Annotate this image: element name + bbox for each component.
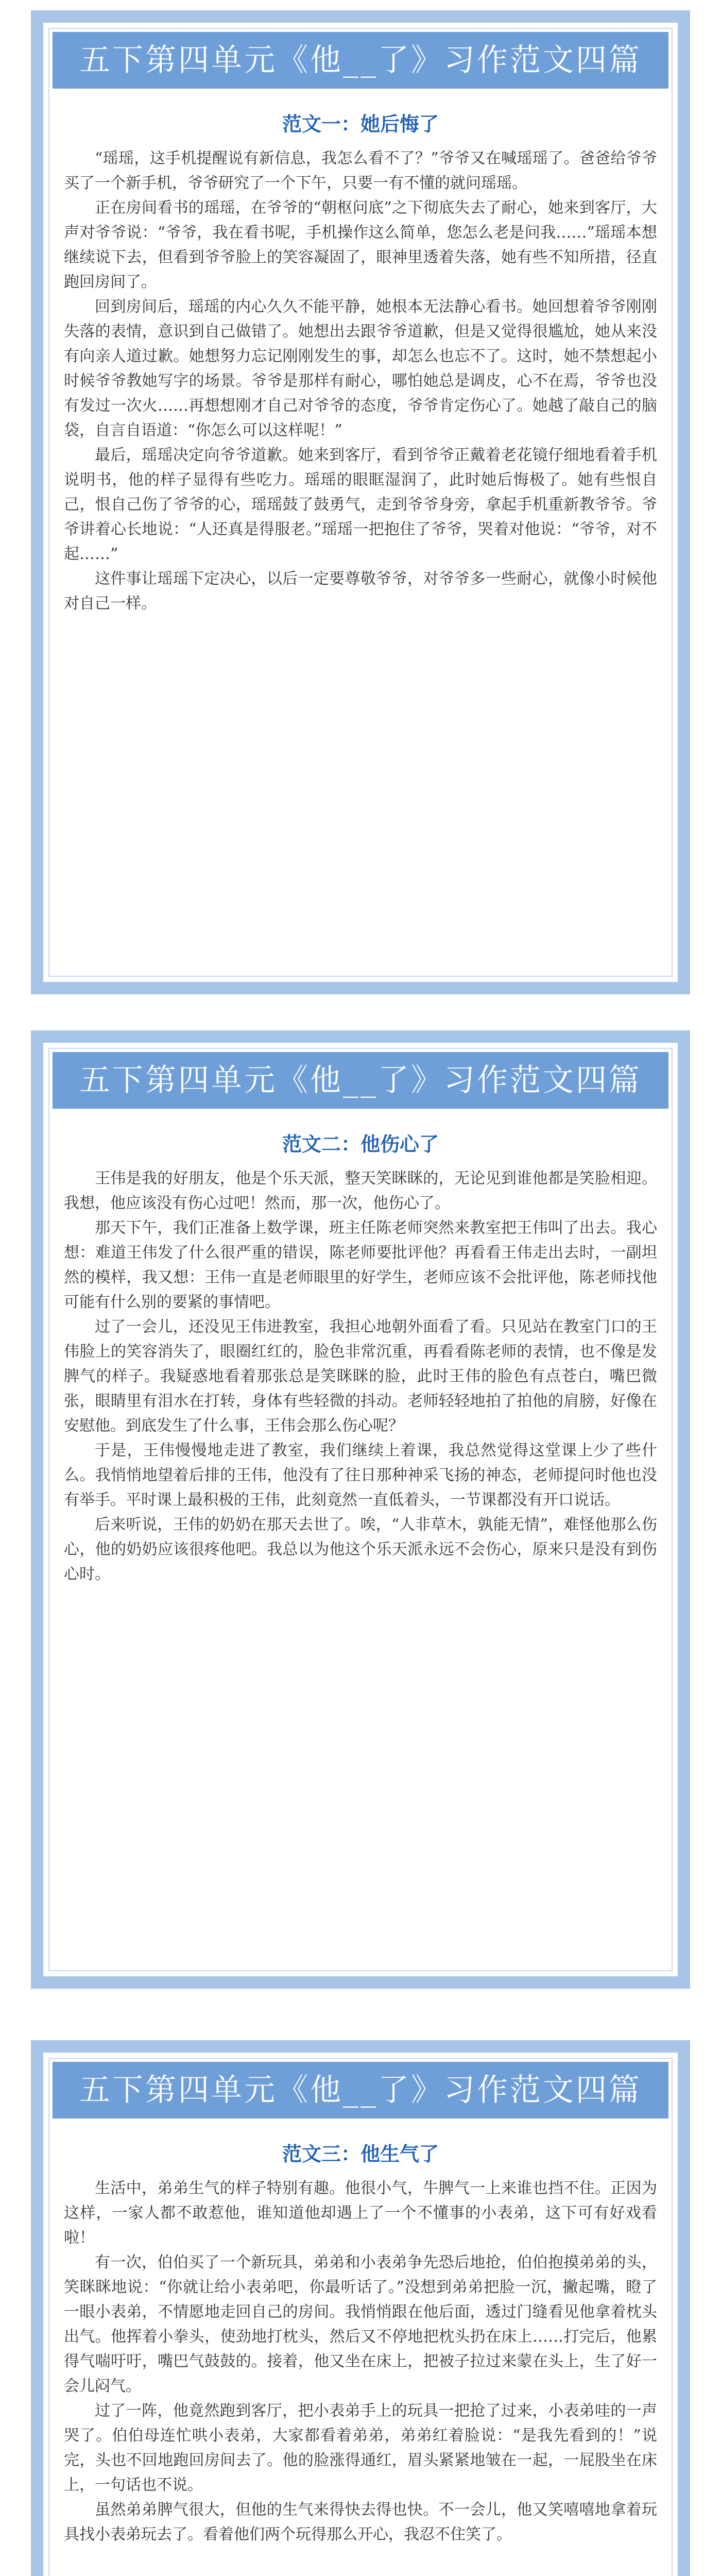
- essay-paragraph: 生活中，弟弟生气的样子特别有趣。他很小气，牛脾气一上来谁也挡不住。正因为这样，一家人都不敢惹他，谁知道他却遇上了一个不懂事的小表弟，这下可有好戏看啦！: [64, 2179, 657, 2247]
- essay-body: [64, 146, 657, 616]
- essay-card-1: [31, 10, 690, 994]
- essay-paragraph: 回到房间后，瑶瑶的内心久久不能平静，她根本无法静心看书。她回想着爷爷刚刚失落的表情，意识到自己做错了。她想出去跟爷爷道歉，但是又觉得很尴尬，她从来没有向亲人道过歉。她想努力忘记刚刚发生的事，却怎么也忘不了。这时，她不禁想起小时候爷爷教她写字的场景。爷爷是那样有耐心，哪怕她总是调皮，心不在焉，爷爷也没有发过一次火……再想想刚才自己对爷爷的态度，爷爷肯定伤心了。她越了敲自己的脑袋，自言自语道：“你怎么可以这样呢！”: [64, 298, 657, 439]
- essay-paragraph: 王伟是我的好朋友，他是个乐天派，整天笑眯眯的，无论见到谁他都是笑脸相迎。我想，他应该没有伤心过吧！然而，那一次，他伤心了。: [64, 1170, 657, 1212]
- essay-heading: 范文一：她后悔了: [282, 113, 439, 135]
- essay-paragraph: 有一次，伯伯买了一个新玩具，弟弟和小表弟争先恐后地抢，伯伯抱摸弟弟的头，笑眯眯地说：“你就让给小表弟吧，你最听话了。”没想到弟弟把脸一沉，撇起嘴，瞪了一眼小表弟，不情愿地走回自己的房间。我悄悄跟在他后面，透过门缝看见他拿着枕头出气。他挥着小拳头，使劲地打枕头，然后又不停地把枕头扔在床上……打完后，他累得气喘吁吁，嘴巴气鼓鼓的。接着，他又坐在床上，把被子拉过来蒙在头上，生了好一会儿闷气。: [64, 2253, 657, 2395]
- essay-paragraph: “瑶瑶，这手机提醒说有新信息，我怎么看不了？”爷爷又在喊瑶瑶了。爸爸给爷爷买了一个新手机，爷爷研究了一个下午，只要一有不懂的就问瑶瑶。: [64, 149, 657, 192]
- essay-paragraph: 后来听说，王伟的奶奶在那天去世了。唉，“人非草木，孰能无情”，难怪他那么伤心，他的奶奶应该很疼他吧。我总以为他这个乐天派永远不会伤心，原来只是没有到伤心时。: [64, 1516, 657, 1583]
- essay-body: [64, 1166, 657, 1587]
- essay-paragraph: 虽然弟弟脾气很大，但他的生气来得快去得也快。不一会儿，他又笑嘻嘻地拿着玩具找小表弟玩去了。看着他们两个玩得那么开心，我忍不住笑了。: [64, 2501, 657, 2544]
- card-title: 五下第四单元《他__了》习作范文四篇: [53, 32, 668, 89]
- essay-card-2: [31, 1030, 690, 1989]
- essay-paragraph: 最后，瑶瑶决定向爷爷道歉。她来到客厅，看到爷爷正戴着老花镜仔细地看着手机说明书，他的样子显得有些吃力。瑶瑶的眼眶湿润了，此时她后悔极了。她有些恨自己，恨自己伤了爷爷的心，瑶瑶鼓了鼓勇气，走到爷爷身旁，拿起手机重新教爷爷。爷爷讲着心长地说：“人还真是得服老。”瑶瑶一把抱住了爷爷，哭着对他说：“爷爷，对不起……”: [64, 446, 657, 563]
- essay-paragraph: 正在房间看书的瑶瑶，在爷爷的“朝枢问底”之下彻底失去了耐心，她来到客厅，大声对爷爷说：“爷爷，我在看书呢，手机操作这么简单，您怎么老是问我……”瑶瑶本想继续说下去，但看到爷爷脸上的笑容凝固了，眼神里透着失落，她有些不知所措，径直跑回房间了。: [64, 199, 657, 291]
- essay-heading: 范文二：他伤心了: [282, 1133, 439, 1156]
- essay-paragraph: 这件事让瑶瑶下定决心，以后一定要尊敬爷爷，对爷爷多一些耐心，就像小时候他对自己一样。: [64, 570, 657, 613]
- essay-heading: 范文三：他生气了: [282, 2143, 439, 2165]
- card-title: 五下第四单元《他__了》习作范文四篇: [53, 1052, 668, 1109]
- essay-paragraph: 过了一会儿，还没见王伟进教室，我担心地朝外面看了看。只见站在教室门口的王伟脸上的笑容消失了，眼圈红红的，脸色非常沉重，再看看陈老师的表情，也不像是发脾气的样子。我疑惑地看着那张总是笑眯眯的脸，此时王伟的脸色有点苍白，嘴巴微张，眼睛里有泪水在打转，身体有些轻微的抖动。老师轻轻地拍了拍他的肩膀，好像在安慰他。到底发生了什么事，王伟会那么伤心呢？: [64, 1318, 657, 1435]
- essay-paragraph: 过了一阵，他竟然跑到客厅，把小表弟手上的玩具一把抢了过来，小表弟哇的一声哭了。伯伯母连忙哄小表弟，大家都看着弟弟，弟弟红着脸说：“是我先看到的！”说完，头也不回地跑回房间去了。他的脸涨得通红，眉头紧紧地皱在一起，一屁股坐在床上，一句话也不说。: [64, 2402, 657, 2494]
- essay-card-3: [31, 2040, 690, 2576]
- essay-paragraph: 于是，王伟慢慢地走进了教室，我们继续上着课，我总然觉得这堂课上少了些什么。我悄悄地望着后排的王伟，他没有了往日那种神采飞扬的神态，老师提问时他也没有举手。平时课上最积极的王伟，此刻竟然一直低着头，一节课都没有开口说话。: [64, 1442, 657, 1509]
- card-title: 五下第四单元《他__了》习作范文四篇: [53, 2062, 668, 2119]
- essay-paragraph: 那天下午，我们正准备上数学课，班主任陈老师突然来教室把王伟叫了出去。我心想：难道王伟发了什么很严重的错误，陈老师要批评他？再看看王伟走出去时，一副坦然的模样，我又想：王伟一直是老师眼里的好学生，老师应该不会批评他，陈老师找他可能有什么别的要紧的事情吧。: [64, 1219, 657, 1311]
- essay-body: [64, 2176, 657, 2547]
